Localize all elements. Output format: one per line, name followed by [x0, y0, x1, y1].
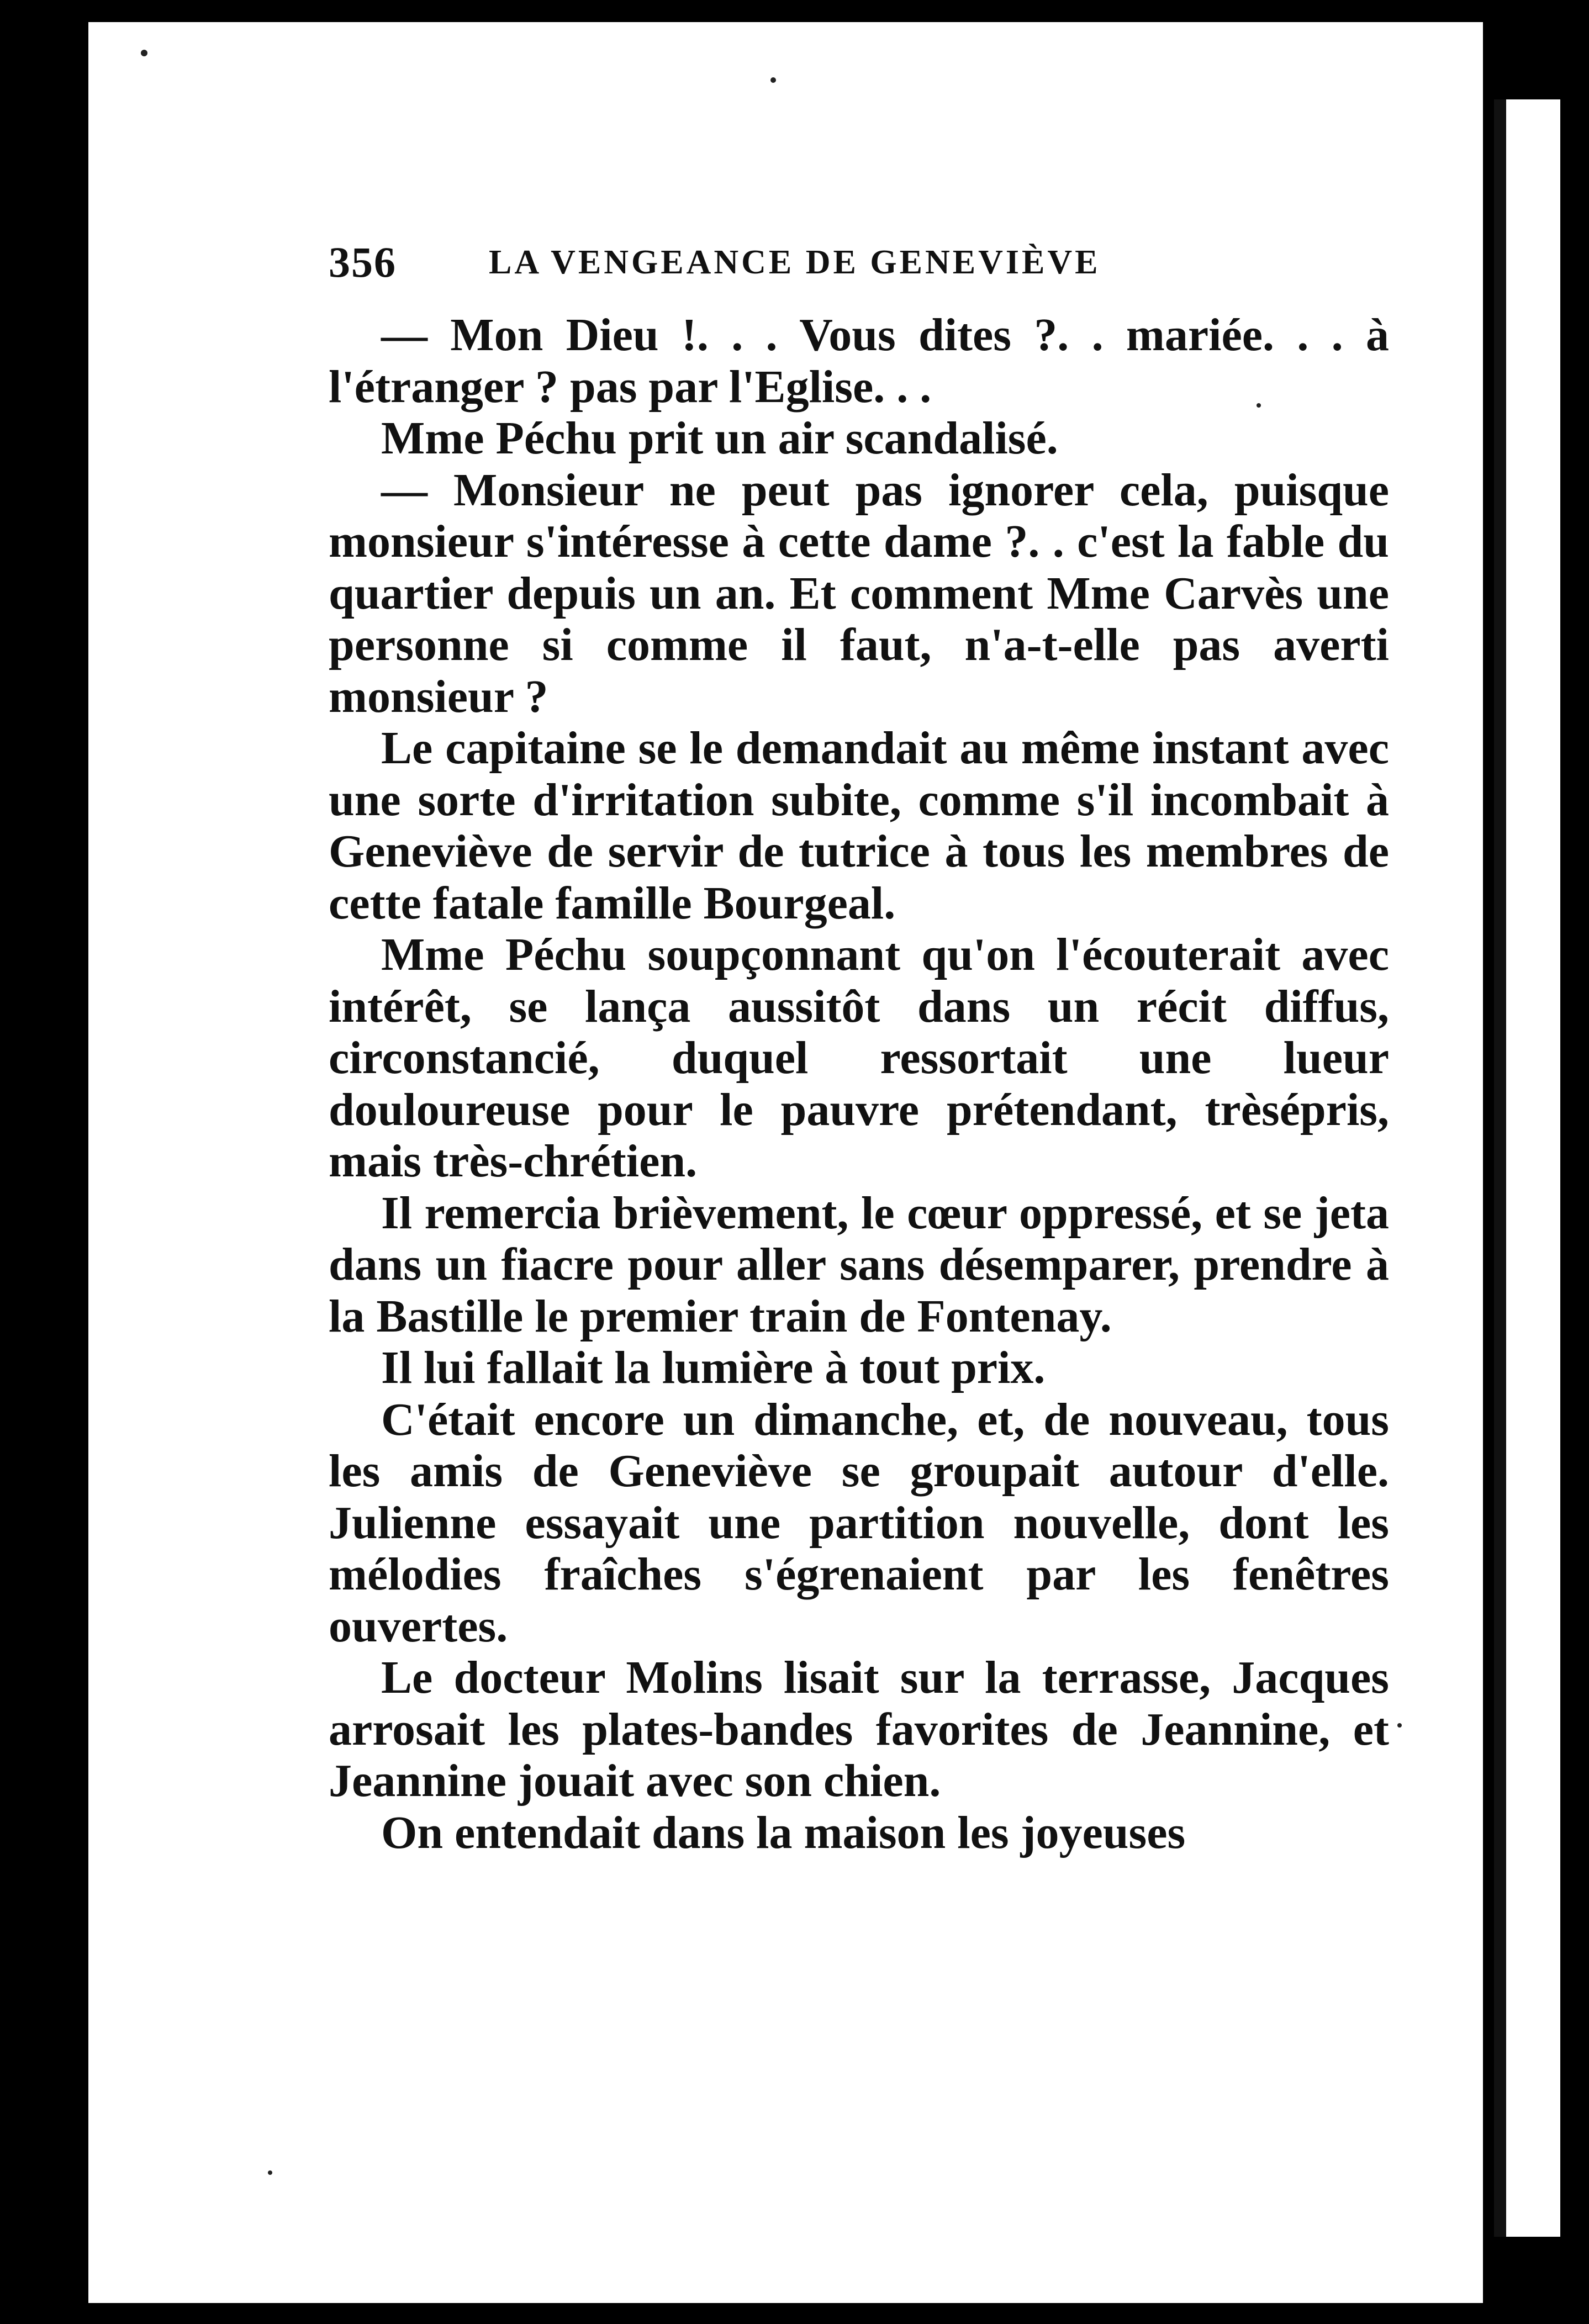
- paragraph: Le docteur Molins lisait sur la terrasse, Jacques arrosait les plates-bandes favorites de Jeannine, et Jeannine jouait avec son chien.: [329, 1652, 1389, 1807]
- scan-speck: [268, 2170, 272, 2175]
- running-title: LA VENGEANCE DE GENEVIÈVE: [489, 244, 1101, 281]
- scan-speck: [1257, 403, 1261, 408]
- scan-speck: [141, 50, 147, 56]
- page-gutter-shadow: [1494, 99, 1506, 2237]
- scan-speck: [770, 77, 776, 83]
- paragraph: On entendait dans la maison les joyeuses: [381, 1807, 1186, 1858]
- paragraph: C'était encore un dimanche, et, de nouveau, tous les amis de Geneviève se groupait autour d'elle. Julienne essayait une partition nouvelle, dont les mélodies fraîches s'égrenaient par les fenêtres ouvertes.: [329, 1393, 1389, 1652]
- paragraph: Le capitaine se le demandait au même instant avec une sorte d'irritation subite, comme s'il incombait à Geneviève de servir de tutrice à tous les membres de cette fatale famille Bourgeal.: [329, 722, 1389, 929]
- paragraph: Il remercia brièvement, le cœur oppressé, et se jeta dans un fiacre pour aller sans désemparer, prendre à la Bastille le premier train de Fontenay.: [329, 1187, 1389, 1342]
- page-header: [329, 237, 1240, 298]
- body-text: [329, 309, 1389, 1858]
- paragraph: — Monsieur ne peut pas ignorer cela, puisque monsieur s'intéresse à cette dame ?. . c'est la fable du quartier depuis un an. Et comment Mme Carvès une personne si comme il faut, n'a-t-elle pas averti monsieur ?: [329, 464, 1389, 722]
- next-page-edge: [1494, 99, 1560, 2237]
- page-number: 356: [329, 238, 397, 286]
- scan-speck: [1397, 1723, 1402, 1728]
- paragraph: — Mon Dieu !. . . Vous dites ?. . mariée. . . à l'étranger ? pas par l'Eglise. . .: [329, 309, 1389, 413]
- paragraph: Mme Péchu soupçonnant qu'on l'écouterait avec intérêt, se lança aussitôt dans un récit diffus, circonstancié, duquel ressortait une lueur douloureuse pour le pauvre prétendant, trèsépris, mais très-chrétien.: [329, 929, 1389, 1187]
- paragraph: Il lui fallait la lumière à tout prix.: [381, 1342, 1046, 1393]
- paragraph: Mme Péchu prit un air scandalisé.: [381, 413, 1058, 464]
